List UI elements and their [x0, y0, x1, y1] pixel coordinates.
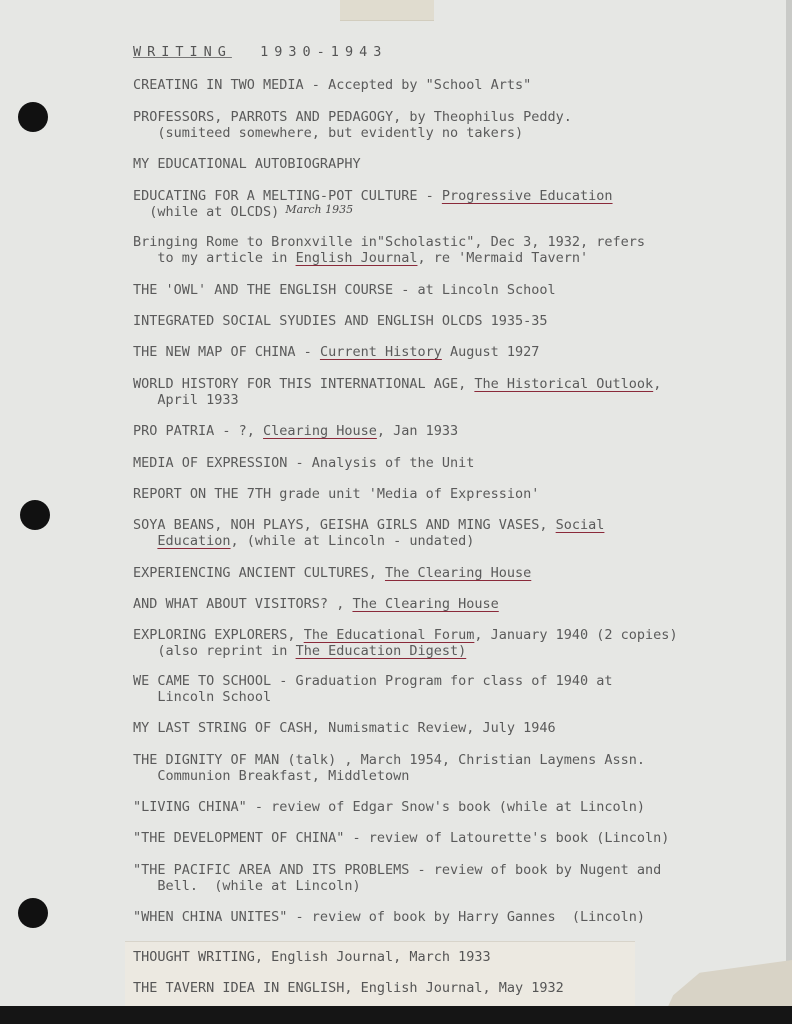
binder-hole-bottom: [18, 898, 48, 928]
entry-3: MY EDUCATIONAL AUTOBIOGRAPHY: [133, 156, 361, 172]
entry-2: PROFESSORS, PARROTS AND PEDAGOGY, by Theophilus Peddy. (sumiteed somewhere, but evidently no takers): [133, 109, 572, 141]
binder-hole-middle: [20, 500, 50, 530]
handwritten-date: March 1935: [285, 203, 354, 216]
entry-4: EDUCATING FOR A MELTING-POT CULTURE - Progressive Education (while at OLCDS) $^{March 1935}$: [133, 188, 613, 220]
entry-20: "LIVING CHINA" - review of Edgar Snow's book (while at Lincoln): [133, 799, 646, 815]
tape-strip: [340, 0, 434, 21]
title-word: WRITING: [133, 44, 232, 60]
entry-13: SOYA BEANS, NOH PLAYS, GEISHA GIRLS AND MING VASES, Social Education, (while at Lincoln - undated): [133, 517, 605, 549]
entry-10: PRO PATRIA - ?, Clearing House, Jan 1933: [133, 423, 459, 439]
entry-18: MY LAST STRING OF CASH, Numismatic Review, July 1946: [133, 720, 556, 736]
entry-12: REPORT ON THE 7TH grade unit 'Media of Expression': [133, 486, 540, 502]
entry-9: WORLD HISTORY FOR THIS INTERNATIONAL AGE, The Historical Outlook, April 1933: [133, 376, 662, 408]
bottom-edge-shadow: [0, 1006, 792, 1024]
entry-7: INTEGRATED SOCIAL SYUDIES AND ENGLISH OLCDS 1935-35: [133, 313, 548, 329]
entry-11: MEDIA OF EXPRESSION - Analysis of the Unit: [133, 455, 475, 471]
page-title: [133, 44, 387, 60]
entry-1: CREATING IN TWO MEDIA - Accepted by "School Arts": [133, 77, 532, 93]
entry-8: THE NEW MAP OF CHINA - Current History August 1927: [133, 344, 540, 360]
slip-entry-2: THE TAVERN IDEA IN ENGLISH, English Journal, May 1932: [133, 980, 564, 996]
binder-hole-top: [18, 102, 48, 132]
pasted-paper-slip: [125, 941, 635, 1006]
title-years: 1930-1943: [260, 44, 388, 60]
page-edge: [786, 0, 792, 1024]
entry-19: THE DIGNITY OF MAN (talk) , March 1954, Christian Laymens Assn. Communion Breakfast, Middletown: [133, 752, 646, 784]
entry-5: Bringing Rome to Bronxville in"Scholastic", Dec 3, 1932, refers to my article in English Journal, re 'Mermaid Tavern': [133, 234, 646, 266]
entry-16: EXPLORING EXPLORERS, The Educational Forum, January 1940 (2 copies) (also reprint in The Education Digest): [133, 627, 678, 659]
entry-6: THE 'OWL' AND THE ENGLISH COURSE - at Lincoln School: [133, 282, 556, 298]
entry-15: AND WHAT ABOUT VISITORS? , The Clearing House: [133, 596, 499, 612]
slip-entry-1: THOUGHT WRITING, English Journal, March 1933: [133, 949, 491, 965]
entry-17: WE CAME TO SCHOOL - Graduation Program for class of 1940 at Lincoln School: [133, 673, 613, 705]
entry-21: "THE DEVELOPMENT OF CHINA" - review of Latourette's book (Lincoln): [133, 830, 670, 846]
entry-23: "WHEN CHINA UNITES" - review of book by Harry Gannes (Lincoln): [133, 909, 646, 925]
entry-14: EXPERIENCING ANCIENT CULTURES, The Clearing House: [133, 565, 532, 581]
entry-22: "THE PACIFIC AREA AND ITS PROBLEMS - review of book by Nugent and Bell. (while at Lincoln): [133, 862, 662, 894]
